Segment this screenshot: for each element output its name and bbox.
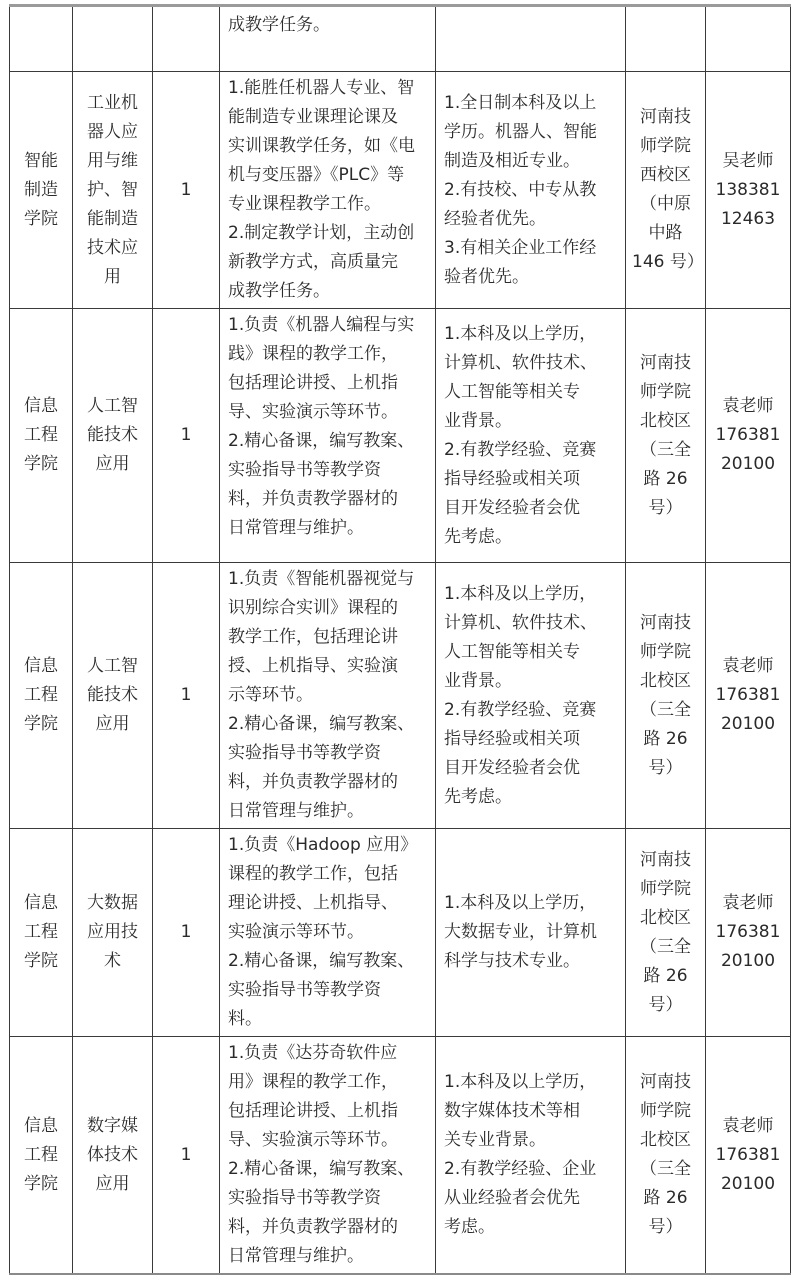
requirements-line: 2.有教学经验、竞赛 xyxy=(444,439,597,460)
table-row xyxy=(10,72,791,309)
requirements-cell xyxy=(436,829,626,1037)
major-line: 体技术 xyxy=(87,1144,138,1165)
table-row xyxy=(10,309,791,563)
major-cell xyxy=(73,6,153,72)
duties-line: 实验演示等环节。 xyxy=(228,922,364,942)
major-line: 护、智 xyxy=(87,179,138,200)
major-cell xyxy=(73,72,153,309)
college-line: 学院 xyxy=(24,208,58,229)
location-line: 河南技 xyxy=(640,849,691,870)
contact-line: 袁老师 xyxy=(722,893,774,913)
college-cell xyxy=(10,6,73,72)
contact-line: 袁老师 xyxy=(722,656,774,676)
major-line: 用与维 xyxy=(87,150,138,171)
location-line: 河南技 xyxy=(640,107,691,127)
requirements-line: 人工智能等相关专 xyxy=(444,641,580,662)
college-line: 学院 xyxy=(24,454,58,474)
duties-line: 实验指导书等教学资 xyxy=(228,743,381,763)
location-cell xyxy=(626,829,706,1037)
major-line: 工业机 xyxy=(87,92,138,113)
college-line: 信息 xyxy=(24,396,58,416)
major-line: 人工智 xyxy=(87,396,138,416)
duties-line: 日常管理与维护。 xyxy=(228,518,364,538)
college-cell xyxy=(10,1037,73,1275)
contact-line: 176381 xyxy=(715,922,781,942)
contact-line: 176381 xyxy=(715,1144,781,1165)
duties-line: 机与变压器》《PLC》等 xyxy=(228,165,405,185)
location-cell xyxy=(626,309,706,563)
duties-line: 料，并负责教学器材的 xyxy=(228,772,398,792)
major-cell xyxy=(73,563,153,829)
location-line: 北校区 xyxy=(640,670,691,691)
requirements-line: 1.本科及以上学历， xyxy=(444,1072,597,1092)
requirements-line: 1.全日制本科及以上 xyxy=(444,92,597,113)
count-cell xyxy=(153,829,220,1037)
duties-line: 包括理论讲授、上机指 xyxy=(228,373,398,393)
table-row xyxy=(10,1037,791,1275)
requirements-line: 先考虑。 xyxy=(444,526,512,547)
location-line: （三全 xyxy=(640,936,691,957)
requirements-line: 先考虑。 xyxy=(444,786,512,807)
table-row xyxy=(10,563,791,829)
major-line: 能技术 xyxy=(87,425,138,445)
duties-line: 教学工作，包括理论讲 xyxy=(228,627,398,647)
location-line: 路 26 xyxy=(643,1188,688,1208)
requirements-line: 业背景。 xyxy=(444,670,512,691)
requirements-line: 目开发经验者会优 xyxy=(444,757,580,778)
requirements-line: 制造及相近专业。 xyxy=(444,150,580,171)
college-line: 工程 xyxy=(24,922,58,942)
location-line: 号） xyxy=(648,1217,683,1237)
contact-line: 176381 xyxy=(715,425,781,445)
requirements-line: 验者优先。 xyxy=(444,266,529,287)
location-line: （三全 xyxy=(640,439,691,460)
location-line: 号） xyxy=(648,994,683,1015)
requirements-line: 2.有教学经验、企业 xyxy=(444,1159,597,1179)
college-cell xyxy=(10,309,73,563)
duties-line: 践》课程的教学工作， xyxy=(228,344,398,364)
requirements-line: 科学与技术专业。 xyxy=(444,951,580,971)
job-openings-table xyxy=(9,4,791,1275)
contact-line: 138381 xyxy=(715,179,781,200)
duties-line: 专业课程教学工作。 xyxy=(228,194,381,214)
college-line: 制造 xyxy=(24,179,58,200)
requirements-cell xyxy=(436,1037,626,1275)
duties-line: 1.负责《机器人编程与实 xyxy=(228,315,415,335)
college-cell xyxy=(10,829,73,1037)
count-cell xyxy=(153,563,220,829)
location-line: 师学院 xyxy=(640,878,691,899)
duties-line: 2.精心备课，编写教案、 xyxy=(228,951,415,971)
duties-cell xyxy=(220,309,436,563)
duties-cell xyxy=(220,6,436,72)
contact-line: 吴老师 xyxy=(722,150,774,171)
college-line: 信息 xyxy=(24,893,58,913)
location-line: （三全 xyxy=(640,1159,691,1179)
requirements-line: 3.有相关企业工作经 xyxy=(444,237,597,258)
requirements-line: 学历。机器人、智能 xyxy=(444,121,597,142)
major-line: 术 xyxy=(104,951,121,971)
contact-cell xyxy=(706,6,791,72)
location-line: 路 26 xyxy=(643,965,688,986)
contact-cell xyxy=(706,1037,791,1275)
duties-line: 示等环节。 xyxy=(228,685,313,705)
duties-cell xyxy=(220,563,436,829)
count-value: 1 xyxy=(180,179,192,200)
duties-line: 日常管理与维护。 xyxy=(228,1246,364,1266)
duties-line: 实验指导书等教学资 xyxy=(228,980,381,1000)
duties-line: 成教学任务。 xyxy=(228,281,330,301)
duties-line: 料。 xyxy=(228,1009,262,1029)
contact-line: 袁老师 xyxy=(722,1115,774,1136)
duties-line: 识别综合实训》课程的 xyxy=(228,598,398,618)
duties-line: 实验指导书等教学资 xyxy=(228,460,381,480)
contact-cell xyxy=(706,309,791,563)
requirements-line: 数字媒体技术等相 xyxy=(444,1101,580,1121)
location-line: 河南技 xyxy=(640,1072,691,1092)
location-line: 师学院 xyxy=(640,1101,691,1121)
duties-line: 用》课程的教学工作， xyxy=(228,1072,398,1092)
requirements-line: 指导经验或相关项 xyxy=(444,728,580,749)
duties-cell xyxy=(220,829,436,1037)
count-cell xyxy=(153,6,220,72)
duties-cell xyxy=(220,72,436,309)
contact-line: 20100 xyxy=(720,454,776,474)
contact-line: 20100 xyxy=(720,951,776,971)
requirements-line: 关专业背景。 xyxy=(444,1130,546,1150)
contact-line: 袁老师 xyxy=(722,396,774,416)
duty-line: 成教学任务。 xyxy=(228,15,330,35)
major-line: 应用 xyxy=(95,714,130,734)
count-value: 1 xyxy=(180,425,192,445)
location-line: 师学院 xyxy=(640,641,691,662)
requirements-line: 经验者优先。 xyxy=(444,208,546,229)
major-line: 器人应 xyxy=(87,121,138,142)
requirements-line: 2.有教学经验、竞赛 xyxy=(444,699,597,720)
requirements-cell xyxy=(436,309,626,563)
contact-cell xyxy=(706,829,791,1037)
major-line: 技术应 xyxy=(87,237,138,258)
location-line: 146 号） xyxy=(632,252,704,272)
major-line: 用 xyxy=(104,266,121,287)
duties-line: 导、实验演示等环节。 xyxy=(228,1130,398,1150)
college-line: 学院 xyxy=(24,951,58,971)
major-cell xyxy=(73,309,153,563)
count-cell xyxy=(153,309,220,563)
duties-line: 1.负责《Hadoop 应用》 xyxy=(228,835,418,855)
requirements-line: 考虑。 xyxy=(444,1217,495,1237)
requirements-line: 业背景。 xyxy=(444,410,512,431)
location-cell xyxy=(626,563,706,829)
location-line: 师学院 xyxy=(640,136,691,156)
count-cell xyxy=(153,72,220,309)
location-line: 路 26 xyxy=(643,728,688,749)
major-line: 大数据 xyxy=(87,893,138,913)
college-line: 智能 xyxy=(24,150,58,171)
location-line: 北校区 xyxy=(640,1130,691,1150)
college-line: 工程 xyxy=(24,1144,58,1165)
location-line: 西校区 xyxy=(640,165,691,185)
requirements-line: 2.有技校、中专从教 xyxy=(444,179,597,200)
requirements-line: 人工智能等相关专 xyxy=(444,381,580,402)
duties-line: 能制造专业课理论课及 xyxy=(228,107,398,127)
contact-line: 20100 xyxy=(720,1173,776,1194)
count-value: 1 xyxy=(180,1144,192,1165)
count-cell xyxy=(153,1037,220,1275)
location-cell xyxy=(626,72,706,309)
major-line: 应用 xyxy=(95,454,130,474)
location-cell xyxy=(626,1037,706,1275)
college-line: 信息 xyxy=(24,1115,58,1136)
location-line: 北校区 xyxy=(640,907,691,928)
table-row-continued xyxy=(10,6,791,72)
duties-line: 课程的教学工作，包括 xyxy=(228,864,398,884)
major-line: 应用 xyxy=(95,1173,130,1194)
duties-line: 2.精心备课，编写教案、 xyxy=(228,714,415,734)
location-line: （三全 xyxy=(640,699,691,720)
duties-line: 授、上机指导、实验演 xyxy=(228,656,398,676)
contact-cell xyxy=(706,563,791,829)
location-line: 中路 xyxy=(648,223,683,243)
requirements-line: 计算机、软件技术、 xyxy=(444,352,597,373)
requirements-line: 1.本科及以上学历， xyxy=(444,583,597,604)
duties-line: 新教学方式，高质量完 xyxy=(228,252,398,272)
major-line: 人工智 xyxy=(87,656,138,676)
duties-line: 实验指导书等教学资 xyxy=(228,1188,381,1208)
location-line: 河南技 xyxy=(640,352,691,373)
major-line: 应用技 xyxy=(87,922,138,942)
contact-line: 12463 xyxy=(720,208,776,229)
requirements-cell xyxy=(436,72,626,309)
duties-line: 日常管理与维护。 xyxy=(228,801,364,821)
location-line: 路 26 xyxy=(643,468,688,489)
college-line: 工程 xyxy=(24,425,58,445)
major-line: 能制造 xyxy=(87,208,138,229)
contact-cell xyxy=(706,72,791,309)
location-line: 号） xyxy=(648,497,683,518)
requirements-line: 目开发经验者会优 xyxy=(444,497,580,518)
location-line: 北校区 xyxy=(640,410,691,431)
college-line: 工程 xyxy=(24,685,58,705)
college-line: 信息 xyxy=(24,656,58,676)
duties-line: 1.负责《达芬奇软件应 xyxy=(228,1043,398,1063)
duties-line: 料，并负责教学器材的 xyxy=(228,489,398,509)
count-value: 1 xyxy=(180,685,192,705)
duties-line: 实训课教学任务，如《电 xyxy=(228,136,415,156)
major-cell xyxy=(73,1037,153,1275)
location-line: 号） xyxy=(648,757,683,778)
duties-line: 2.制定教学计划，主动创 xyxy=(228,223,415,243)
location-line: 河南技 xyxy=(640,612,691,633)
requirements-line: 从业经验者会优先 xyxy=(444,1188,580,1208)
requirements-cell xyxy=(436,563,626,829)
duties-line: 料，并负责教学器材的 xyxy=(228,1217,398,1237)
duties-line: 1.能胜任机器人专业、智 xyxy=(228,78,415,98)
requirements-line: 计算机、软件技术、 xyxy=(444,612,597,633)
requirements-line: 1.本科及以上学历， xyxy=(444,893,597,913)
major-cell xyxy=(73,829,153,1037)
duties-cell xyxy=(220,1037,436,1275)
duties-line: 2.精心备课，编写教案、 xyxy=(228,431,415,451)
duties-line: 导、实验演示等环节。 xyxy=(228,402,398,422)
college-line: 学院 xyxy=(24,1173,58,1194)
requirements-line: 指导经验或相关项 xyxy=(444,468,580,489)
duties-line: 理论讲授、上机指导、 xyxy=(228,893,398,913)
major-line: 数字媒 xyxy=(87,1115,138,1136)
duties-line: 包括理论讲授、上机指 xyxy=(228,1101,398,1121)
duties-line: 2.精心备课，编写教案、 xyxy=(228,1159,415,1179)
college-line: 学院 xyxy=(24,714,58,734)
location-line: （中原 xyxy=(640,194,691,214)
college-cell xyxy=(10,72,73,309)
count-value: 1 xyxy=(180,922,192,942)
contact-line: 20100 xyxy=(720,714,776,734)
college-cell xyxy=(10,563,73,829)
location-line: 师学院 xyxy=(640,381,691,402)
contact-line: 176381 xyxy=(715,685,781,705)
major-line: 能技术 xyxy=(87,685,138,705)
duties-line: 1.负责《智能机器视觉与 xyxy=(228,569,415,589)
requirements-line: 大数据专业，计算机 xyxy=(444,922,597,942)
location-cell xyxy=(626,6,706,72)
requirements-line: 1.本科及以上学历， xyxy=(444,323,597,344)
table-row xyxy=(10,829,791,1037)
requirements-cell xyxy=(436,6,626,72)
